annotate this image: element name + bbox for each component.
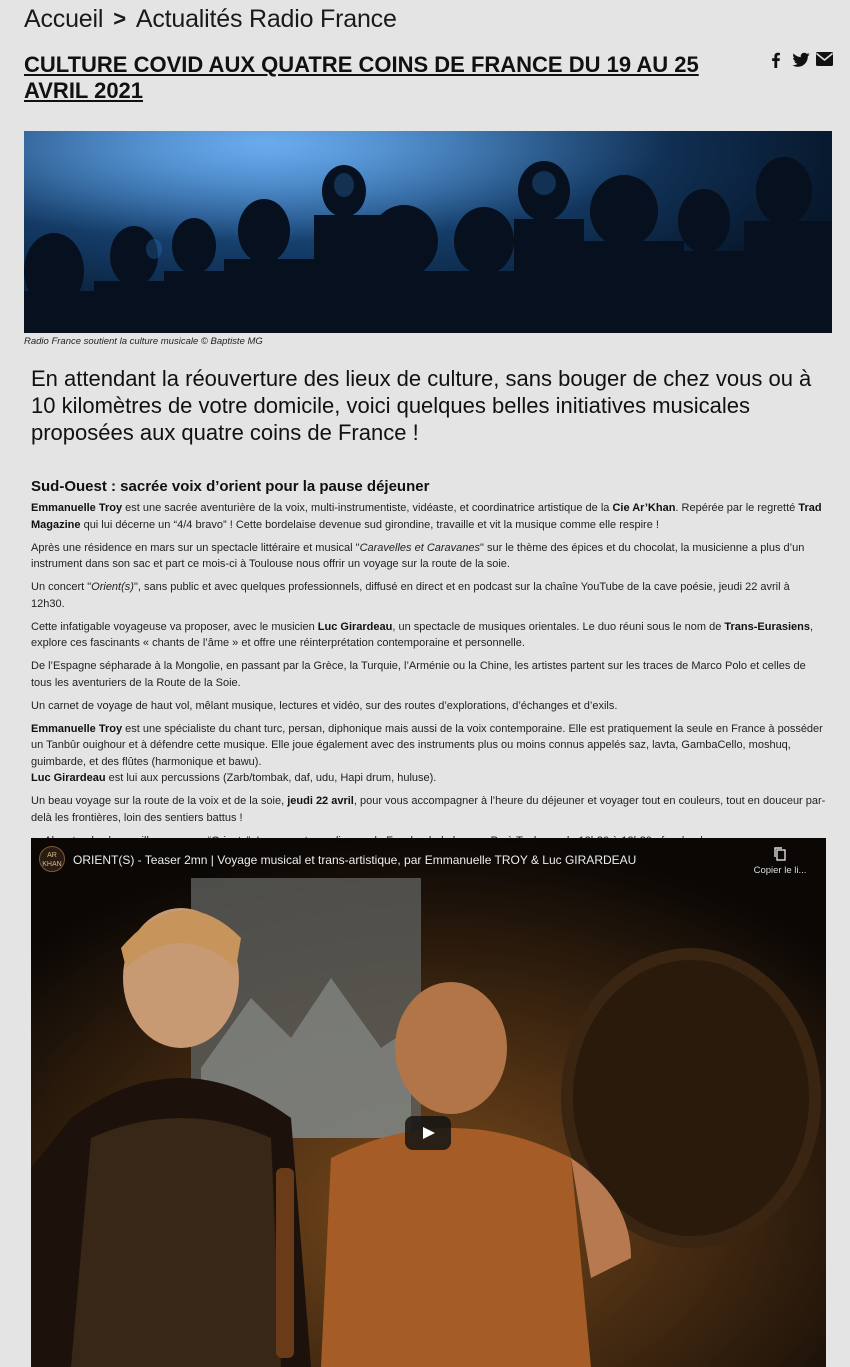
paragraph-1: [31, 500, 826, 533]
bold-text: Emmanuelle Troy: [31, 502, 123, 514]
paragraph-6: Un carnet de voyage de haut vol, mêlant musique, lectures et vidéo, sur des routes d’explorations, d’échanges et d’exils.: [31, 699, 618, 712]
paragraph-4: [31, 619, 826, 652]
image-caption: Radio France soutient la culture musicale © Baptiste MG: [24, 336, 263, 347]
section-heading: Sud-Ouest : sacrée voix d’orient pour la pause déjeuner: [31, 478, 430, 495]
text: est une spécialiste du chant turc, persan, diphonique mais aussi de la voix contemporaine. Elle est pratiquement la seule en France à posséder un Tanbûr ouighour et à défendre cette musique. Elle joue également avec des instruments plus ou moins connus appelés saz, lavta, GambaCello, moshuq, guimbarde, et des flûtes (harmonique et bawu).: [31, 722, 823, 768]
text: , pour vous accompagner à l’heure du déjeuner et voyager tout en couleurs, tout en douceur par-delà les frontières, loin des sentiers battus !: [31, 795, 826, 824]
copy-link-label: Copier le li...: [753, 865, 807, 876]
text: Cette infatigable voyageuse va proposer, avec le musicien: [31, 620, 318, 633]
text: Après une résidence en mars sur un spectacle littéraire et musical ": [31, 541, 360, 554]
bold-text: Trad Magazine: [31, 502, 822, 531]
bold-text: Luc Girardeau: [317, 620, 393, 633]
bold-text: Luc Girardeau: [31, 772, 106, 784]
bold-text: Cie Ar’Khan: [612, 502, 676, 514]
italic-text: Caravelles et Caravanes: [359, 541, 481, 554]
text: est lui aux percussions (Zarb/tombak, daf, udu, Hapi drum, huluse).: [105, 772, 437, 784]
video-thumbnail: [31, 838, 826, 1367]
envelope-icon[interactable]: [816, 52, 832, 68]
text: ", sans public et avec quelques professionnels, diffusé en direct et en podcast sur la chaîne YouTube de la cave poésie, jeudi 22 avril à 12h30.: [31, 581, 790, 610]
share-bar: [768, 52, 832, 68]
copy-link-button[interactable]: [750, 846, 810, 876]
article-section: [31, 470, 826, 856]
text: est une sacrée aventurière de la voix, multi-instrumentiste, vidéaste, et coordinatrice artistique de la: [122, 502, 613, 514]
text: " sur le thème des épices et du chocolat, la musicienne a plus d’un instrument dans son sac et part ce mois-ci à Toulouse nous offrir un voyage sur la route de la soie.: [31, 541, 805, 570]
video-player[interactable]: [31, 838, 826, 1367]
paragraph-5: De l’Espagne sépharade à la Mongolie, en passant par la Grèce, la Turquie, l’Arménie ou la Chine, les artistes partent sur les traces de Marco Polo et celles de tous les aventuriers de la Route de la Soie.: [31, 660, 806, 689]
bold-text: Emmanuelle Troy: [31, 722, 123, 735]
text: qui lui décerne un “4/4 bravo” ! Cette bordelaise devenue sud girondine, travaille et vit la musique comme elle respire !: [80, 518, 659, 531]
breadcrumb-home[interactable]: Accueil: [24, 4, 104, 33]
intro-text: En attendant la réouverture des lieux de culture, sans bouger de chez vous ou à 10 kilomètres de votre domicile, voici quelques belles initiatives musicales proposées aux quatre coins de France !: [31, 366, 812, 445]
chevron-right-icon: >: [113, 6, 126, 31]
text: . Repérée par le regretté: [675, 502, 799, 514]
paragraph-7: [31, 721, 826, 787]
copy-icon: [773, 846, 787, 862]
breadcrumb: [24, 2, 397, 36]
bold-text: Trans-Eurasiens: [724, 620, 810, 633]
text: , un spectacle de musiques orientales. Le duo réuni sous le nom de: [392, 620, 725, 633]
breadcrumb-current[interactable]: Actualités Radio France: [135, 4, 397, 33]
hero-image: [24, 131, 832, 333]
italic-text: Orient(s): [91, 581, 134, 593]
video-title[interactable]: ORIENT(S) - Teaser 2mn | Voyage musical et trans-artistique, par Emmanuelle TROY & Luc GIRARDEAU: [73, 853, 637, 867]
page-title: CULTURE COVID AUX QUATRE COINS DE FRANCE DU 19 AU 25 AVRIL 2021: [24, 52, 699, 103]
text: Un concert ": [31, 581, 92, 593]
paragraph-3: [31, 579, 826, 612]
concert-crowd-illustration: [24, 131, 832, 333]
text: , explore ces fascinants « chants de l’âme » et offre une réinterprétation contemporaine et personnelle.: [31, 620, 814, 649]
facebook-icon[interactable]: [768, 52, 784, 68]
paragraph-8: [31, 793, 826, 826]
twitter-icon[interactable]: [792, 52, 808, 68]
text: Un beau voyage sur la route de la voix et de la soie,: [31, 795, 288, 807]
play-button[interactable]: [405, 1116, 451, 1150]
channel-logo[interactable]: AR KHAN: [39, 846, 65, 872]
bold-text: jeudi 22 avril: [287, 795, 354, 807]
paragraph-2: [31, 540, 826, 573]
